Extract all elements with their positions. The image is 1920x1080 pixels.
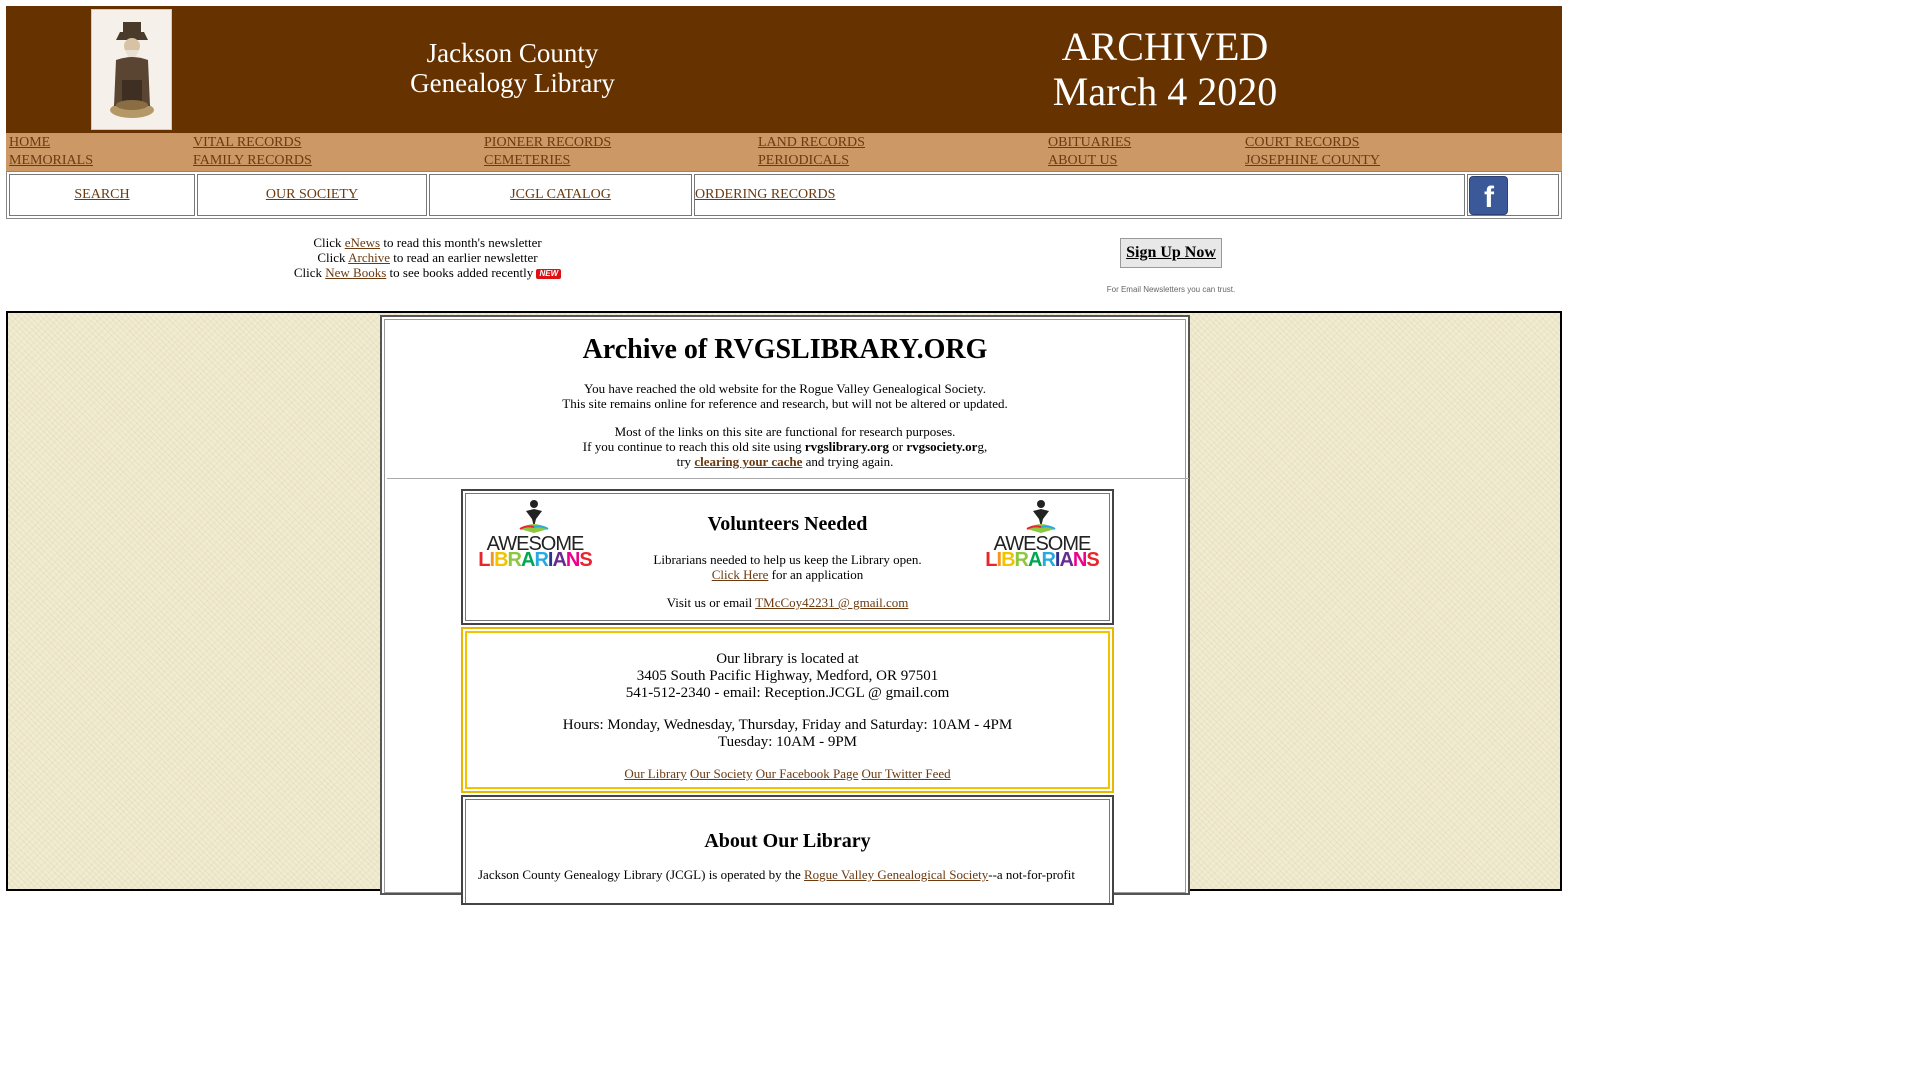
click-here-link[interactable]: Click Here	[711, 567, 769, 582]
ordering-records-link[interactable]: ORDERING RECORDS	[695, 187, 836, 202]
librarians-word: LIBRARIANS	[478, 549, 592, 571]
application-text: for an application	[771, 567, 864, 582]
nav-family-records[interactable]: FAMILY RECORDS	[193, 153, 312, 168]
about-text-post: --a not-for-profit	[988, 867, 1075, 882]
visit-text: Visit us or email	[666, 595, 753, 610]
new-badge-icon: NEW	[536, 269, 561, 279]
click-text: Click	[317, 250, 346, 265]
location-links	[467, 765, 1108, 782]
newsletter-links	[206, 235, 649, 280]
intro-line-2: This site remains online for reference and research, but will not be altered or updated.	[562, 396, 1008, 411]
jcgl-catalog-link[interactable]: JCGL CATALOG	[510, 187, 611, 202]
phone-email: 541-512-2340 - email: Reception.JCGL @ gmail.com	[625, 685, 950, 701]
new-books-description: to see books added recently	[389, 265, 534, 280]
newsletter-strip	[6, 219, 1562, 297]
links-line-2	[385, 439, 1185, 454]
nav-home[interactable]: HOME	[9, 135, 51, 150]
domain-rvgsociety: rvgsociety.or	[906, 439, 978, 454]
archived-label: ARCHIVED	[1061, 24, 1269, 69]
nav-periodicals[interactable]: PERIODICALS	[758, 153, 850, 168]
click-text: Click	[313, 235, 342, 250]
clearing-cache-link[interactable]: clearing your cache	[694, 454, 803, 469]
new-books-line	[206, 265, 649, 280]
archive-link[interactable]: Archive	[348, 250, 390, 265]
address: 3405 South Pacific Highway, Medford, OR 97501	[636, 668, 939, 684]
main-nav	[6, 133, 1562, 171]
our-society-cell	[197, 174, 427, 216]
links-line-2-pre: If you continue to reach this old site using	[582, 439, 802, 454]
rvgs-link[interactable]: Rogue Valley Genealogical Society	[804, 867, 989, 882]
links-line-3-pre: try	[676, 454, 692, 469]
search-link[interactable]: SEARCH	[74, 187, 130, 202]
about-text	[478, 867, 1098, 883]
archive-line	[206, 250, 649, 265]
application-line	[466, 567, 1109, 582]
awesome-word: AWESOME	[993, 533, 1091, 555]
nav-cemeteries[interactable]: CEMETERIES	[484, 153, 571, 168]
about-box	[461, 795, 1114, 905]
ordering-cell	[694, 174, 1465, 216]
intro-line-1: You have reached the old website for the Rogue Valley Genealogical Society.	[584, 381, 986, 396]
site-header	[6, 6, 1562, 133]
librarians-word: LIBRARIANS	[985, 549, 1099, 571]
links-line-3-post: and trying again.	[805, 454, 894, 469]
links-line-3	[385, 454, 1185, 469]
button-row	[6, 171, 1562, 219]
email-line	[466, 595, 1109, 610]
archived-date: March 4 2020	[1052, 69, 1278, 114]
our-society-footer-link[interactable]: Our Society	[690, 766, 753, 781]
volunteers-line: Librarians needed to help us keep the Library open.	[653, 552, 922, 567]
nav-memorials[interactable]: MEMORIALS	[9, 153, 94, 168]
new-books-link[interactable]: New Books	[325, 265, 387, 280]
site-title-line2: Genealogy Library	[410, 68, 615, 98]
our-society-link[interactable]: OUR SOCIETY	[265, 187, 359, 202]
nav-josephine-county[interactable]: JOSEPHINE COUNTY	[1245, 153, 1380, 168]
enews-link[interactable]: eNews	[344, 235, 381, 250]
archived-banner	[1006, 24, 1324, 114]
domain-rvgslibrary: rvgslibrary.org	[804, 439, 889, 454]
hours-line-2: Tuesday: 10AM - 9PM	[717, 734, 858, 750]
awesome-word: AWESOME	[486, 533, 584, 555]
location-box	[461, 627, 1114, 793]
nav-obituaries[interactable]: OBITUARIES	[1048, 135, 1132, 150]
facebook-icon[interactable]	[1469, 176, 1508, 215]
nav-land-records[interactable]: LAND RECORDS	[758, 135, 865, 150]
signup-note: For Email Newsletters you can trust.	[1106, 285, 1236, 294]
site-title-line1: Jackson County	[426, 38, 599, 68]
links-line-2-or: or	[892, 439, 904, 454]
site-title	[386, 38, 639, 98]
divider	[387, 478, 1189, 479]
about-inner	[465, 799, 1110, 903]
links-line-2-post: g,	[977, 439, 988, 454]
our-library-link[interactable]: Our Library	[624, 766, 687, 781]
volunteers-box	[461, 489, 1114, 625]
enews-line	[206, 235, 649, 250]
archive-description: to read an earlier newsletter	[393, 250, 538, 265]
enews-description: to read this month's newsletter	[383, 235, 542, 250]
location-inner	[465, 631, 1110, 789]
volunteers-title: Volunteers Needed	[707, 513, 868, 535]
about-title: About Our Library	[704, 830, 871, 852]
twitter-feed-link[interactable]: Our Twitter Feed	[861, 766, 951, 781]
facebook-letter: f	[1484, 181, 1494, 214]
nav-about-us[interactable]: ABOUT US	[1048, 153, 1118, 168]
location-line-1: Our library is located at	[716, 651, 859, 667]
nav-court-records[interactable]: COURT RECORDS	[1245, 135, 1360, 150]
nav-pioneer-records[interactable]: PIONEER RECORDS	[484, 135, 612, 150]
about-text-pre: Jackson County Genealogy Library (JCGL) is operated by the	[478, 867, 801, 882]
center-column	[380, 315, 1190, 895]
main-content	[6, 311, 1562, 891]
volunteer-email-link[interactable]: TMcCoy42231 @ gmail.com	[755, 595, 909, 610]
links-line-1: Most of the links on this site are functional for research purposes.	[614, 424, 956, 439]
nav-vital-records[interactable]: VITAL RECORDS	[193, 135, 302, 150]
prospector-logo-icon	[91, 9, 172, 130]
hours-line-1: Hours: Monday, Wednesday, Thursday, Friday and Saturday: 10AM - 4PM	[562, 717, 1013, 733]
click-text: Click	[293, 265, 323, 280]
sign-up-button[interactable]: Sign Up Now	[1120, 238, 1222, 268]
facebook-page-link[interactable]: Our Facebook Page	[755, 766, 859, 781]
catalog-cell	[429, 174, 692, 216]
center-inner	[384, 319, 1186, 893]
volunteers-inner	[465, 493, 1110, 621]
archive-title: Archive of RVGSLIBRARY.ORG	[582, 334, 988, 365]
search-cell	[9, 174, 195, 216]
